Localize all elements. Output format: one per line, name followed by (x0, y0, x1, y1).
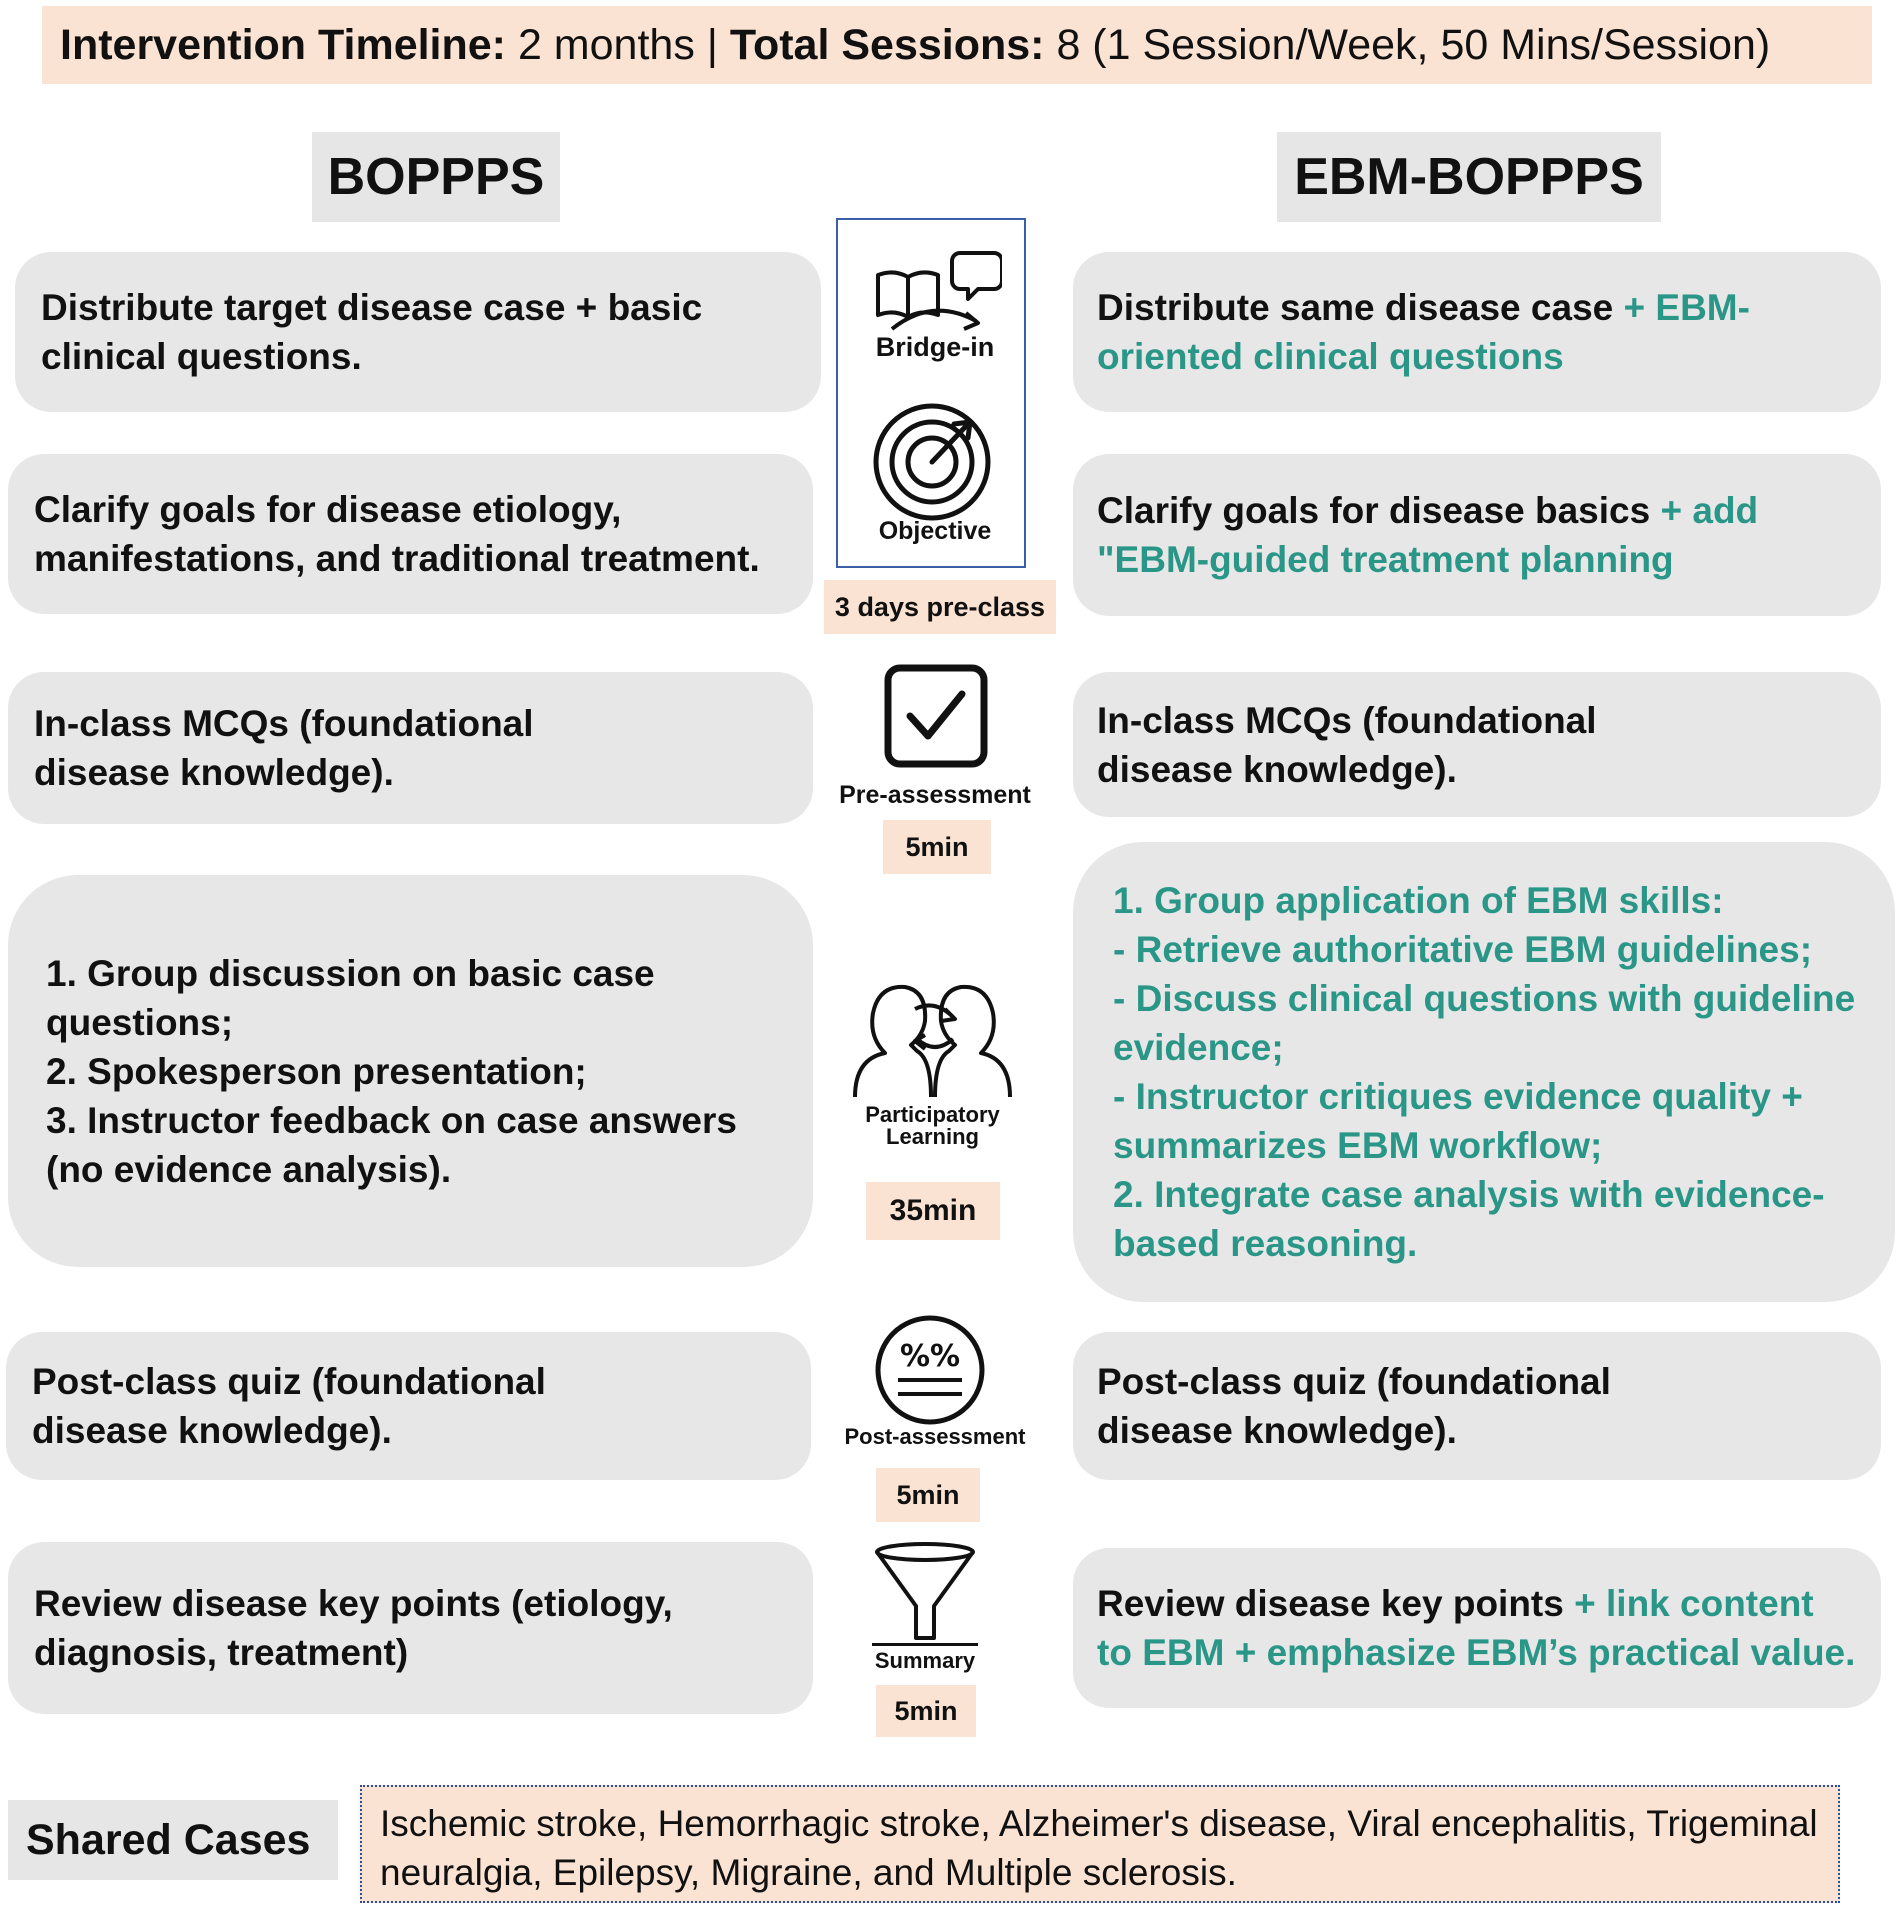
right-objective-addition: + add "EBM-guided treatment planning (1097, 490, 1759, 580)
right-objective-text (1097, 486, 1857, 584)
timeline-label: Intervention Timeline: (60, 21, 506, 69)
list-item: 2. Spokesperson presentation; (46, 1050, 587, 1092)
right-summary-base: Review disease key points (1097, 1583, 1575, 1624)
ebm-boppps-title: EBM-BOPPPS (1277, 132, 1661, 222)
left-objective-box (8, 454, 813, 614)
boppps-title: BOPPPS (312, 132, 560, 222)
right-pre-assessment-text: In-class MCQs (foundational disease knowledge). (1097, 699, 1597, 790)
participatory-label (845, 1104, 1020, 1148)
participatory-label-line2: Learning (886, 1124, 979, 1149)
svg-text:%%: %% (899, 1339, 961, 1374)
right-summary-addition: + link content to EBM + emphasize EBM’s practical value. (1097, 1583, 1856, 1673)
list-item: 3. Instructor feedback on case answers (no evidence analysis). (46, 1099, 737, 1190)
summary-label: Summary (874, 1648, 976, 1673)
shared-cases-label: Shared Cases (8, 1800, 338, 1880)
left-bridge-in-text: Distribute target disease case + basic clinical questions. (41, 287, 703, 377)
list-item: 1. Group discussion on basic case questions; (46, 952, 655, 1043)
target-icon (870, 400, 994, 524)
list-item: 2. Integrate case analysis with evidence-based reasoning. (1113, 1174, 1825, 1264)
participatory-label-line1: Participatory (865, 1102, 1000, 1127)
right-objective-base: Clarify goals for disease basics (1097, 490, 1661, 531)
pre-assessment-label: Pre-assessment (839, 781, 1031, 809)
right-bridge-in-text (1097, 283, 1857, 381)
shared-cases-box (360, 1785, 1840, 1903)
left-post-assessment-box (6, 1332, 811, 1480)
participatory-time-badge: 35min (866, 1182, 1000, 1240)
left-bridge-in-box (15, 252, 821, 412)
left-summary-text: Review disease key points (etiology, diagnosis, treatment) (34, 1583, 673, 1673)
preclass-time-badge: 3 days pre-class (824, 580, 1056, 634)
right-bridge-in-box (1073, 252, 1881, 412)
shared-cases-text: Ischemic stroke, Hemorrhagic stroke, Alzheimer's disease, Viral encephalitis, Trigeminal neuralgia, Epilepsy, Migraine, and Multiple sclerosis. (380, 1803, 1818, 1893)
list-item: - Instructor critiques evidence quality + summarizes EBM workflow; (1113, 1076, 1803, 1166)
checkbox-icon (884, 664, 988, 768)
left-pre-assessment-text: In-class MCQs (foundational disease knowledge). (34, 703, 534, 793)
right-bridge-in-base: Distribute same disease case (1097, 287, 1624, 328)
right-post-assessment-text: Post-class quiz (foundational disease knowledge). (1097, 1361, 1611, 1451)
summary-time-badge: 5min (876, 1685, 976, 1737)
percent-score-icon (874, 1314, 986, 1426)
timeline-value: 2 months | (506, 21, 730, 69)
left-summary-box (8, 1542, 813, 1714)
pre-assessment-time-badge: 5min (883, 820, 991, 874)
right-summary-text (1097, 1579, 1857, 1677)
sessions-label: Total Sessions: (729, 21, 1045, 69)
objective-label: Objective (878, 517, 992, 545)
right-bridge-in-addition: + EBM-oriented clinical questions (1097, 287, 1750, 377)
list-item: - Retrieve authoritative EBM guidelines; (1113, 929, 1813, 970)
post-assessment-label: Post-assessment (844, 1424, 1026, 1449)
summary-divider (872, 1643, 978, 1646)
right-participatory-list (1113, 876, 1869, 1268)
participatory-learning-icon (845, 975, 1020, 1100)
right-participatory-box (1073, 842, 1895, 1302)
left-participatory-box (8, 875, 813, 1267)
list-item: - Discuss clinical questions with guideline evidence; (1113, 978, 1856, 1068)
right-pre-assessment-box (1073, 672, 1881, 817)
right-objective-box (1073, 454, 1881, 616)
sessions-value: 8 (1 Session/Week, 50 Mins/Session) (1044, 21, 1771, 69)
bridge-in-label: Bridge-in (875, 332, 995, 362)
post-assessment-time-badge: 5min (876, 1468, 980, 1522)
list-item: 1. Group application of EBM skills: (1113, 880, 1724, 921)
right-summary-box (1073, 1548, 1881, 1708)
bridge-in-icon (872, 245, 1002, 335)
right-post-assessment-box (1073, 1332, 1881, 1480)
intervention-header (42, 6, 1872, 84)
left-pre-assessment-box (8, 672, 813, 824)
left-post-assessment-text: Post-class quiz (foundational disease knowledge). (32, 1361, 546, 1451)
left-participatory-list (46, 949, 787, 1194)
left-objective-text: Clarify goals for disease etiology, manifestations, and traditional treatment. (34, 489, 760, 579)
funnel-icon (872, 1540, 978, 1650)
